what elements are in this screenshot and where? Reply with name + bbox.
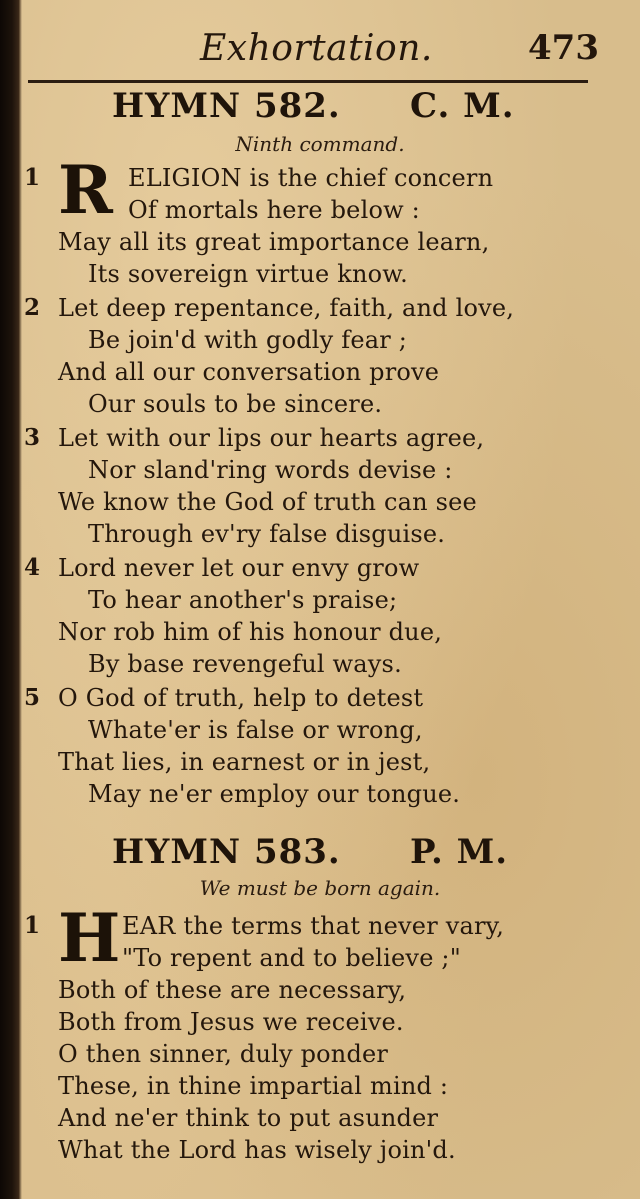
verse-line: By base revengeful ways. [88,650,402,678]
hymn-heading [0,832,640,876]
verse-line: We know the God of truth can see [58,488,477,516]
verse-number: 2 [24,294,41,321]
verse-line: To hear another's praise; [88,586,398,614]
verse-line: Let deep repentance, faith, and love, [58,294,515,322]
hymn-meter: C. M. [410,86,515,126]
verse-line: Be join'd with godly fear ; [88,326,408,354]
verse-number: 4 [24,554,41,581]
verse-line: Through ev'ry false disguise. [88,520,446,548]
verse-line: EAR the terms that never vary, [122,912,505,940]
hymn-subtitle: We must be born again. [199,876,441,900]
drop-cap: H [58,899,121,977]
verse-number: 3 [24,424,41,451]
verse-number: 1 [24,164,41,191]
verse-line: Let with our lips our hearts agree, [58,424,485,452]
hymn-meter: P. M. [410,832,509,872]
verse-line: Its sovereign virtue know. [88,260,409,288]
verse-line: May ne'er employ our tongue. [88,780,461,808]
verse-line: Nor sland'ring words devise : [88,456,453,484]
verse-line: "To repent and to believe ;" [122,944,461,972]
verse-line: Our souls to be sincere. [88,390,383,418]
verse-line: O then sinner, duly ponder [58,1040,389,1068]
hymn-number: HYMN 582. [112,86,341,126]
verse-line: And ne'er think to put asunder [58,1104,439,1132]
verse-line: What the Lord has wisely join'd. [58,1136,456,1164]
verse-line: That lies, in earnest or in jest, [58,748,431,776]
verse-line: Both of these are necessary, [58,976,407,1004]
verse-number: 5 [24,684,41,711]
verse-line: Lord never let our envy grow [58,554,420,582]
verse-number: 1 [24,912,41,939]
running-title: Exhortation. [200,28,433,69]
hymn-heading [0,86,640,130]
verse-line: ELIGION is the chief concern [128,164,494,192]
verse-line: O God of truth, help to detest [58,684,424,712]
verse-line: And all our conversation prove [58,358,440,386]
verse-line: Both from Jesus we receive. [58,1008,404,1036]
hymn-number: HYMN 583. [112,832,341,872]
verse-line: Of mortals here below : [128,196,420,224]
page-number: 473 [528,28,599,68]
verse-line: May all its great importance learn, [58,228,490,256]
verse-line: These, in thine impartial mind : [58,1072,449,1100]
verse-line: Whate'er is false or wrong, [88,716,423,744]
verse-line: Nor rob him of his honour due, [58,618,443,646]
drop-cap: R [58,151,113,229]
hymn-subtitle: Ninth command. [235,132,405,156]
header-rule [28,80,588,83]
